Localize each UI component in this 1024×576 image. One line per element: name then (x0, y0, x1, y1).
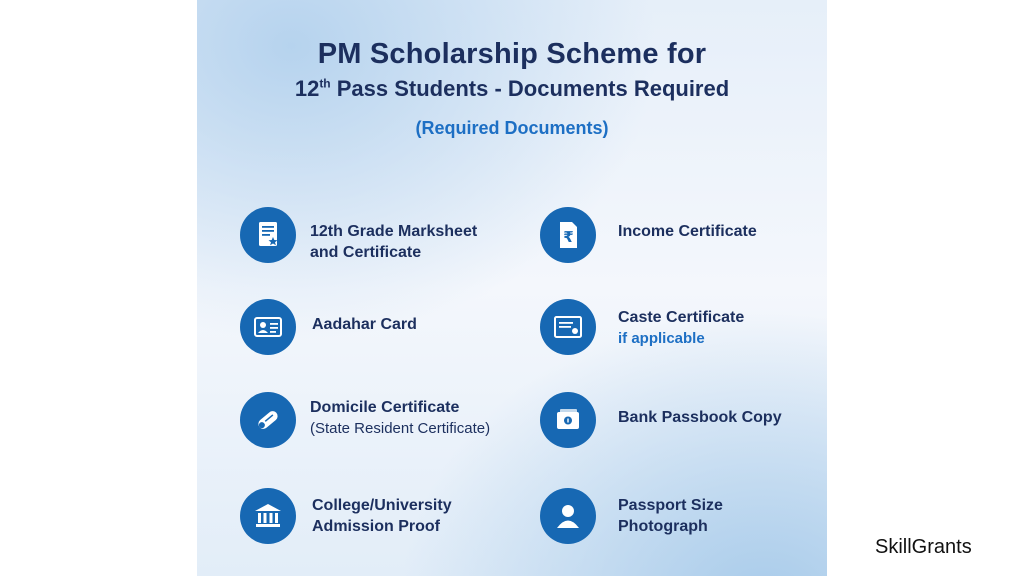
admission-line-1: College/University (312, 497, 452, 514)
domicile-note: (State Resident Certificate) (310, 420, 491, 437)
person-icon (540, 488, 596, 544)
caste-note: if applicable (618, 330, 705, 347)
subtitle: (Required Documents) (415, 118, 609, 138)
passbook-icon (540, 392, 596, 448)
domicile-line-1: Domicile Certificate (310, 399, 460, 416)
income-line-1: Income Certificate (618, 223, 757, 240)
document-label-domicile (310, 397, 490, 439)
scroll-icon (240, 392, 296, 448)
bank-line-1: Bank Passbook Copy (618, 409, 782, 426)
title-line-2-rest: Pass Students - Documents Required (330, 76, 730, 101)
aadhaar-line-1: Aadahar Card (312, 316, 417, 333)
photo-line-1: Passport Size (618, 497, 723, 514)
brand-watermark: SkillGrants (875, 536, 972, 558)
marksheet-line-1: 12th Grade Marksheet (310, 223, 478, 240)
photo-line-2: Photograph (618, 518, 708, 535)
title-line-2-superscript: th (319, 76, 331, 91)
admission-line-2: Admission Proof (312, 518, 441, 535)
infographic-poster (197, 0, 827, 576)
document-label-admission (312, 495, 452, 537)
marksheet-icon (240, 207, 296, 263)
title-line-1: PM Scholarship Scheme for (317, 38, 707, 70)
document-label-caste (618, 307, 744, 349)
id-card-icon (240, 299, 296, 355)
document-label-marksheet (310, 221, 477, 263)
university-icon (240, 488, 296, 544)
document-label-photo (618, 495, 723, 537)
certificate-icon (540, 299, 596, 355)
caste-line-1: Caste Certificate (618, 309, 745, 326)
document-label-bank (618, 407, 782, 428)
document-label-income (618, 221, 757, 242)
rupee-document-icon (540, 207, 596, 263)
svg-text:₹: ₹ (563, 228, 574, 246)
document-label-aadhaar (312, 314, 417, 335)
title-line-2-prefix: 12 (294, 76, 320, 101)
title-line-2 (197, 76, 827, 102)
marksheet-line-2: and Certificate (310, 244, 422, 261)
